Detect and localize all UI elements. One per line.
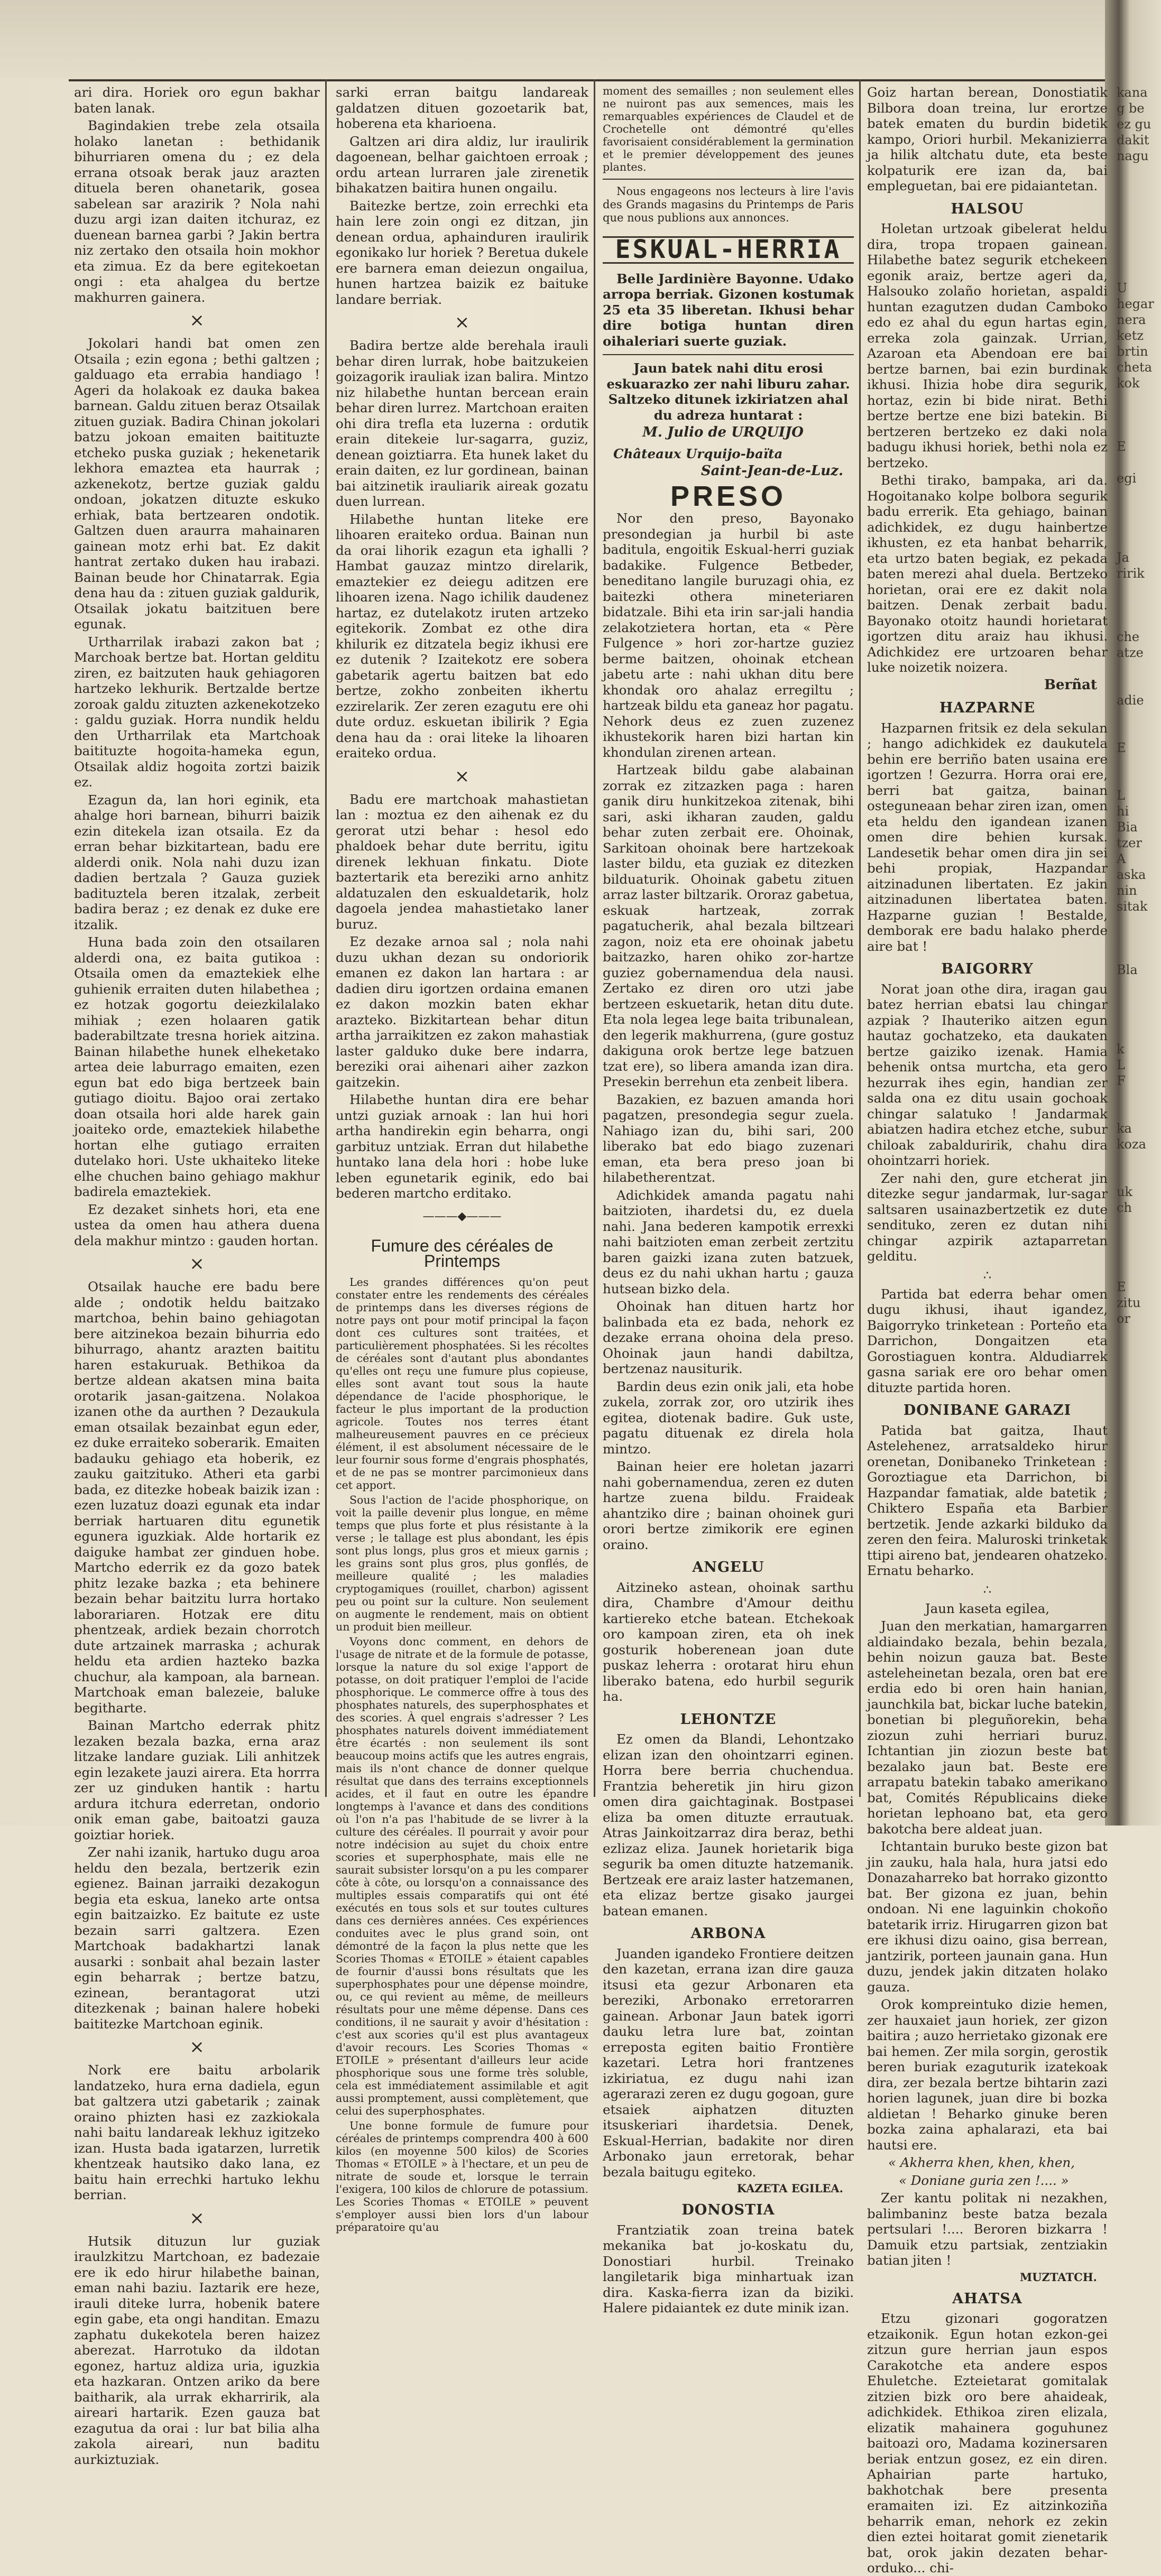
cross-separator-icon: × bbox=[454, 312, 470, 333]
urquijo-chateau: Châteaux Urquijo-baïta bbox=[613, 446, 783, 461]
column-1 bbox=[74, 85, 320, 2467]
cross-separator-icon: × bbox=[189, 2207, 205, 2229]
col1-paragraph: Huna bada zoin den otsailaren alderdi ona, ez baita gutikoa : Otsaila omen da emaztekiek elhe guhienik erraiten duten hilabethea ; ez hotzak gogortu deiezkilalako mihiak ; ezen holaaren gatik baderabiltzate tresna horiek aitzina. Bainan hilabethe hunek elheketako artea deie laburrago emaiten, ezen egun bat edo biga bertzeek bain gutiago dioitu. Bajoo orai zertako doan otsaila hori alde harek gain joaiteko orde, emaztekiek hilabethe hortan elhe gutiago erraiten dutelako hori. Uste ukhaiteko liteke elhe chuchen baino gehiago makhur badirela emaztekiek. bbox=[74, 934, 320, 1199]
col1-paragraph: Jokolari handi bat omen zen Otsaila ; ezin egona ; bethi galtzen ; galduago eta errabia handiago ! Ageri da holakoak ez dauka bakea barnean. Galdu zituen beraz Otsailak zituen guziak. Badira Chinan jokolari batzu jokoan emaiten baitituzte etcheko puska guziak ; hekenetarik lekhora emaztea eta haurrak ; azkenekotz, bertze guziak galdu ondoan, jokatzen dituzte eskuko erhiak, bata bertzearen ondotik. Galtzen duen araurra mahainaren gainean motz erhi bat. Ez dakit hantrat zertako duken hau irabazi. Bainan beude hor Chinatarrak. Egia dena hau da : zituen guziak galdurik, Otsailak jokatu baitzituen bere egunak. bbox=[74, 336, 320, 632]
preso-paragraph: Adichkidek amanda pagatu nahi baitzioten, ihardetsi du, ez duela nahi. Jana bederen kampotik errexki nahi baitzioten eman zerbeit zertzitu baren gaizki izana zuten batzuek, deus ez du nahi ukhan hartu ; gauza hutsean bizko dela. bbox=[603, 1187, 854, 1296]
col1-paragraph: Otsailak hauche ere badu bere alde ; ondotik heldu baitzako martchoa, behin baino gehiagotan bere aitzinekoa bezain bihurria edo bihurrago, ahantz arazten baititu haren estakuruak. Bethikoa da bertze aldean akatsen mina baita orotarik jasan-gaitzena. Nolakoa izanen othe da aurthen ? Dezaukula eman otsailak bezainbat egun eder, ez duke erraiteko soberarik. Emaiten badauku gehiago eta hoberik, ez zauku gaitzituko. Atheri eta garbi bada, ez ditezke hobeak baizik izan : ezen luzatuz doazi egunak eta indar berriak hartuaren ditu egunetik egunera iguzkiak. Alde hortarik ez daiguke hambat zer ginduen hobe. Martcho ederrik ez da gozo batek phitz lezake bazka ; eta behinere bezain behar baitzitu lurra hortako laborariaren. Hotzak ere ditu phentzeak, ardiek bezain chorrotch dute artzainek marraska ; achurak heldu eta ardien hazteko bazka chuchur, ala kampoan, ala barnean. Martchoak eman balezeie, baluke begitharte. bbox=[74, 1279, 320, 1716]
col2-paragraph: Baitezke bertze, zoin errechki eta hain lere zoin ongi ez ditzan, jin denean ordua, aphainduren iraulirik egonikako lur horiek ? Beretua dukele ere barnera eman deiezun ongailua, hunen hartzea baizik ez baituke landare berriak. bbox=[336, 198, 588, 307]
col1-paragraph: Hutsik dituzun lur guziak iraulzkitzu Martchoan, ez badezaie ere ik edo hirur hilabethe bainan, eman nahi baziu. Iaztarik ere heze, irauli diteke lurra, hobenik batere egin gabe, eta ongi handitan. Emazu zaphatu dukekotela beren haizez aberezat. Harrotuko da ildotan egonez, hartuz aldiza uria, iguzkia eta hazkaran. Ontzen ariko da bere baitharik, ala urrak ekharririk, ala aireari hartarik. Ezen gauza bat ezagutua da orai : lur bat bilia alha zakola aireari, nun baditu aurkiztuziak. bbox=[74, 2233, 320, 2467]
urquijo-town: Saint-Jean-de-Luz. bbox=[701, 463, 843, 479]
col1-paragraph: ari dira. Horiek oro egun bakhar baten lanak. bbox=[74, 85, 320, 116]
fumure-paragraph: Une bonne formule de fumure pour céréales de printemps comprendra 400 à 600 kilos (en moyenne 500 kilos) de Scories Thomas « ETOILE » à l'hectare, et un peu de nitrate de soude et, lorsque le terrain l'exigera, 100 kilos de chlorure de potassium. Les Scories Thomas « ETOILE » peuvent s'employer aussi bien lors d'un labour préparatoire qu'au bbox=[336, 2119, 588, 2234]
adjacent-page-fragment: kana g be ez gu dakit nagu U hegar nera ketz brtin cheta kok E egi Ja ririk che atze adie E L hi Bia tzer A aska nin sitak Bla k L F ka koza uk ch E zitu or bbox=[1117, 85, 1154, 1326]
col1-paragraph: Bagindakien trebe zela otsaila holako lanetan : bethidanik bihurriaren omena du ; ez dela errana otsoak berak jauz arazten dituela beren ohanetarik, gosea sabelean sar arazirik ? Nola nahi duzu argi izan daiten itchuraz, ez duenean barnea garbi ? Jakin bertra niz zertako den otsaila hoin mokhor eta zimua. Ez da bere egitekoetan ongi : eta ahalgea du bertze makhurren gainera. bbox=[74, 118, 320, 305]
letter-salutation: Jaun kaseta egilea, bbox=[925, 1600, 1050, 1616]
col2-paragraph: Hilabethe huntan liteke ere lihoaren eraiteko ordua. Bainan nun da orai lihorik ezagun eta ighalli ? Hambat gauzaz mintzo direlarik, emaztekier ez deiegu aditzen ere lihoaren izena. Nago ichilik daudenez hartaz, ez dutelakotz iruten artzeko egitekorik. Zombat ez othe dira khilurik ez ditzatela begiz ikhusi ere ez dutenik ? Izaitekotz ere sobera gabetarik agertu baitzen bat edo bertze, zokho zonbeiten ikhertu ezzirelarik. Zer zeren ezagutu ere ohi dute orduz. eskuetan ibilirik ? Egia dena hau da : orai liteke la lihoaren eraiteko ordua. bbox=[336, 511, 588, 761]
urquijo-name: M. Julio de URQUIJO bbox=[642, 424, 804, 440]
letter-paragraph: Orok kompreintuko dizie hemen, zer hauxaiet jaun horiek, zer gizon baitira ; auzo herrietako gizonak ere bai hemen. Zer mila sorgin, gerostik beren buriak ezaguturik izatekoak dira, zer bezala bertze bihtarin zazi horien lagunek, juan dire bi bozka aldietan ! Beharko ginuke beren bozka zaina aphalarazi, eta bai hautsi ere. bbox=[867, 1997, 1108, 2153]
hazparne-heading: HAZPARNE bbox=[939, 700, 1036, 716]
cross-separator-icon: × bbox=[189, 1253, 205, 1274]
col2-paragraph: Badu ere martchoak mahastietan lan : moztua ez den aihenak ez du gerorat utzi behar : hesol edo phaldoek behar dute berritu, igitu direnek lekhuan finkatu. Diote baztertarik eta bereziki arno anhitz aldatuzalen den eskualdetarik, holz dagoela jendea mahastietako laner buruz. bbox=[336, 791, 588, 932]
col2-paragraph: sarki erran baitgu landareak galdatzen dituen gozoetarik bat, hoberena eta kharioena. bbox=[336, 85, 588, 131]
article-title: Fumure des céréales de Printemps bbox=[371, 1236, 554, 1271]
ahatsa-paragraph: Etzu gizonari gogoratzen etzaikonik. Egun hotan ezkon-gei zitzun gure herrian jaun espos Carakotche eta andere espos Ehuletche. Ezteietarat gomitalak zitzien bizk oro bere ahaideak, adichkidek. Ethikoa ziren elizala, elizatik mahainera goguhunez baitoazi oro, Madama kozinersaren beriak entzun gosez, ez ein diren. Aphairian parte hartuko, bakhotchak bere presenta eramaiten izi. Ez aitzinkoziña beharrik eman, nehork ez zekin dien eztei hoitarat gomit zienetarik bat, orok jakin dezaten behar-orduko... chi- bbox=[867, 2311, 1108, 2575]
printemps-notice: Nous engageons nos lecteurs à lire l'avis des Grands magasins du Printemps de Paris que nous publions aux annonces. bbox=[603, 185, 854, 224]
col2-paragraph: Hilabethe huntan dira ere behar untzi guziak arnoak : lan hui hori artha handirekin egin beharra, ongi garbituz untziak. Erran dut hilabethe huntako lana dela hori : hobe luke leben egunetarik eginik, edo bai bederen martcho erditako. bbox=[336, 1092, 588, 1201]
urquijo-ad: Jaun batek nahi ditu erosi eskuarazko zer nahi liburu zahar. Saltzeko ditunek izkiriatzen ahal du adreza huntarat : bbox=[606, 360, 850, 423]
top-rule bbox=[69, 79, 1105, 81]
col2-paragraph: Galtzen ari dira aldiz, lur iraulirik dagoenean, belhar gaichtoen erroak ; ordu artean lurraren jale zirenetik bihakatzen baitira hunen ongailu. bbox=[336, 133, 588, 196]
donostia-paragraph: Frantziatik zoan treina batek mekanika bat jo-koskatu du, Donostiari hurbil. Treinako langiletarik biga minhartuak izan dira. Kaska-fierra izan da biziki. Halere pidaiantek ez dute minik izan. bbox=[603, 2222, 854, 2315]
cross-separator-icon: × bbox=[454, 765, 470, 787]
arbona-paragraph: Juanden igandeko Frontiere deitzen den kazetan, errana izan dire gauza itsusi eta gezur Arbonaren eta bereziki, Arbonako erretorarren gainean. Arbonar Jaun batek igorri dauku letra lure bat, zointan erreposta egiten baitio Frontière kazetari. Letra hori frantzenes izkiriatua, ez dugu nahi izan agerarazi zeren ez dugu gogoan, gure etsaiek aiphatzen dituzten itsuskeriari ihardetsia. Denek, Eskual-Herrian, badakite nor diren Arbonako jaun erretorak, behar bezala baitugu egiteko. bbox=[603, 1945, 854, 2180]
angelu-paragraph: Aitzineko astean, ohoinak sarthu dira, Chambre d'Amour deithu kartiereko etche batean. Etchekoak oro kampoan ziren, eta oh inek gosturik hoberenean joan dute puskaz leherra : orotarat hiru ehun liberako batena, edo hurbil segurik ha. bbox=[603, 1579, 854, 1704]
baigorry-paragraph: Norat joan othe dira, iragan gau batez herrian ebatsi lau chingar azpiak ? Ihauteriko aitzen egun hautaz gochatzeko, eta daukaten bertze gaiziko izenak. Hamia behenik ontsa murtcha, eta gero hezurrak ihes egin, handian zer salda ona ez ditu usain gochoak chingar salatuko ! Jandarmak abiatzen hadira etchez etche, subur chiloak zabalduririk, chahu dira ohointzarri horiek. bbox=[867, 981, 1108, 1168]
lehontze-heading: LEHONTZE bbox=[680, 1711, 777, 1728]
fumure-paragraph: Voyons donc comment, en dehors de l'usage de nitrate et de la formule de potasse, lorsque la nature du sol exige l'apport de potasse, on doit pratiquer l'emploi de l'acide phosphorique. Le commerce offre à tous des phosphates naturels, des superphosphates et des scories. À quel engrais s'adresser ? Les phosphates naturels doivent immédiatement être écartés : non seulement ils sont beaucoup moins actifs que les autres engrais, mais ils n'ont chance de donner quelque résultat que dans des terrains exceptionnels acides, et il faut en outre les épandre longtemps à l'avance et dans des conditions où l'on n'a pas l'habitude de se livrer à la culture des céréales. Il pourrait y avoir pour notre indécision au sujet du choix entre scories et superphosphate, mais elle ne saurait subsister lorsqu'on a pu les comparer côte à côte, ou lorsqu'on a connaissance des multiples essais comparatifs qui ont été exécutés en tous sols et sur toutes cultures dans ces dernières années. Ces expériences conduites avec le plus grand soin, ont démontré de la façon la plus nette que les Scories Thomas « ETOILE » étaient capables de fournir d'aussi bons résultats que les superphosphates pour une dépense moindre, ou, ce qui revient au même, de meilleurs résultats pour une même dépense. Dans ces conditions, il ne saurait y avoir d'hésitation : c'est aux scories qu'il est plus avantageux d'avoir recours. Les Scories Thomas « ETOILE » présentant d'ailleurs leur acide phosphorique sous une forme très soluble, cela est immédiatement assimilable et agit aussi promptement, aussi complètement, que celui des superphosphates. bbox=[336, 1635, 588, 2117]
arbona-heading: ARBONA bbox=[690, 1925, 766, 1942]
col1-paragraph: Zer nahi izanik, hartuko dugu aroa heldu den bezala, bertzerik ezin egienez. Bainan jarraiki dezakogun begia eta eskua, laneko arte ontsa egin baitzaizko. Ez baitute ez uste bezain sarri galtzera. Ezen Martchoak badakhartzi lanak ausarki : sonbait ahal bezain laster egin beharrak ; bertze batzu, ezinean, berantagorat utzi ditezkenak ; bainan halere hobeki baititezke Martchoan eginik. bbox=[74, 1845, 320, 2032]
letter-song-line: « Akherra khen, khen, khen, bbox=[888, 2155, 1075, 2170]
hazparne-paragraph: Hazparnen fritsik ez dela sekulan ; hango adichkidek ez daukutela behin ere berriño baten usaina ere igortzen ! Gezurra. Horra orai ere, berri bat gaitza, bainan osteguneaan behar ziren izan, omen eta heldu den igandean izanen omen dire behien kursak. Landesetik behar omen dira jin sei behi propiak, Hazpandar aitzinadunen libertaten. Ez jakin aitzinadunen libertatea baten. Hazparne guzian ! Bestalde, demborak ere badu halako pherde aire bat ! bbox=[867, 720, 1108, 954]
ornament-separator-icon: ———◆——— bbox=[422, 1209, 502, 1223]
column-rule-3 bbox=[859, 79, 861, 1797]
eskual-herria-banner: ESKUAL-HERRIA bbox=[603, 236, 854, 264]
col1-paragraph: Urtharrilak irabazi zakon bat ; Marchoak bertze bat. Hortan gelditu ziren, ez baitzuten hauk gehiagoren hartzeko lekhurik. Bertzalde bertze zoroak galdu zituzten azkenekotzeko : galdu guziak. Horra nundik heldu den Urtharrilak eta Martchoak baitituzte hogoita-hameka egun, Otsailak aldiz hogoita zortzi baizik ez. bbox=[74, 634, 320, 790]
col1-paragraph: Nork ere baitu arbolarik landatzeko, hura erna dadiela, egun bat galtzera utzi gabetarik ; zainak oraino phizten hasi ez zazkiokala nahi baitu landareak lekhuz igitzeko izan. Husta bada igatarzen, lurretik khentzeak hautsiko dako lana, ez baitu hain errechki hartuko lekhu berrian. bbox=[74, 2062, 320, 2202]
column-4 bbox=[867, 85, 1108, 2575]
letter-song-line: « Doniane guria zen !.... » bbox=[899, 2172, 1069, 2188]
col1-paragraph: Bainan Martcho ederrak phitz lezaken bezala bazka, erna araz litzake landare guziak. Lili anhitzek egin lezakete jauzi airera. Eta horrra zer uz ginduken hantik : hartu ardura itchura ederretan, ondorio onik eman gabe, baitoatzi gauza goiztiar horiek. bbox=[74, 1718, 320, 1842]
halsou-heading: HALSOU bbox=[951, 200, 1024, 217]
preso-paragraph: Bazakien, ez bazuen amanda hori pagatzen, presondegia segur zuela. Nahiago izan du, bihi sari, 200 liberako bat edo biago zuzenari eman, eta bera preso joan bi hilabetherentzat. bbox=[603, 1091, 854, 1185]
lehontze-paragraph: Ez omen da Blandi, Lehontzako elizan izan den ohointzarri eginen. Horra bere berria chuchendua. Frantzia beheretik jin hiru gizon omen dira gaichtaginak. Bostpasei eliza ba omen dituzte errautuak. Atras Jainkoitzarraz dira beraz, bethi ezlizaz eliza. Jaunek horietarik biga segurik ba omen dituzte hatzemanik. Bertzeak ere araiz laster hatzemanen, eta elizaz bertze gisako jaurgei batean emanen. bbox=[603, 1731, 854, 1919]
baigorry-heading: BAIGORRY bbox=[941, 961, 1034, 977]
fumure-continuation: moment des semailles ; non seulement elles ne nuiront pas aux semences, mais les remarquables expériences de Claudel et de Crochetelle ont démontré qu'elles favorisaient considérablement la germination et le premier développement des jeunes plantes. bbox=[603, 85, 854, 173]
jardiniere-ad: Belle Jardinière Bayonne. Udako arropa berriak. Gizonen kostumak 25 eta 35 liberetan. Ikhusi behar dire botiga huntan diren oihaleriari suerte guziak. bbox=[603, 271, 854, 349]
preso-paragraph: Bardin deus ezin onik jali, eta hobe zukela, zorrak zor, oro utzirik ihes egitea, diotenak badire. Guk uste, pagatu dituenak ez direla hola mintzo. bbox=[603, 1378, 854, 1457]
letter-paragraph: Ichtantain buruko beste gizon bat jin zauku, hala hala, hura jatsi edo Donazaharreko bat horrako gizontto bat. Ber gizona ez juan, behin ondoan. Ni ene laguinkin chokoño batetarik irriz. Hirugarren gizon bat ere ikhusi dizu oaino, gisa berrean, jantzirik, porteen jaunain gana. Hun duzu, jendek jakin ditzaten holako gauza. bbox=[867, 1839, 1108, 1995]
preso-paragraph: Bainan heier ere holetan jazarri nahi gobernamendua, zeren ez duten hartze zuena bildu. Fraideak ahantziko dire ; bainan ohoinek guri orori bertze zimikorik ere eginen oraino. bbox=[603, 1459, 854, 1552]
fumure-paragraph: Sous l'action de l'acide phosphorique, on voit la paille devenir plus longue, en même temps que plus forte et plus résistante à la verse ; le tallage est plus abondant, les épis sont plus longs, plus gros et mieux garnis ; les grains sont plus gros, plus gonflés, de meilleure qualité ; les maladies cryptogamiques (rouillet, charbon) agissent peu ou point sur la culture. Non seulement on augmente le rendement, mais on obtient un produit bien meilleur. bbox=[336, 1493, 588, 1633]
baigorry-paragraph: Zer nahi den, gure etcherat jin ditezke segur jandarmak, lur-sagar saltsaren usainazbertzetik ez dute sendituko, zeren ez dutan nihi chingar azpirik aztaparretan gelditu. bbox=[867, 1170, 1108, 1264]
donibane-paragraph: Patida bat gaitza, Ihaut Astelehenez, arratsaldeko hirur orenetan, Donibaneko Trinketean : Goroztiague eta Darrichon, bi Hazpandar famatiak, alde batetik ; Chiktero España eta Barbier bertzetik. Jende azkarki bilduko da zeren den feira. Maluroski trinketak ttipi aireno bat, jendearen ohatzeko. Ernatu beharko. bbox=[867, 1422, 1108, 1578]
halsou-signature: Berñat bbox=[1044, 677, 1097, 693]
halsou-paragraph: Holetan urtzoak gibelerat heldu dira, tropa tropaen gainean. Hilabethe batez segurik etchekeen egonik araiz, bertze ageri da, Halsouko zolaño horietan, aspaldi huntan ezagutzen dudan Camboko edo ez ahal du egun hartas egin, erreka zola gainzak. Urrian, Azaroan eta Abendoan ere bai bertze barnen, bai ezin burdinak ikhusi. Ihizia hobe dira segurik, hortaz, ezin bi bide nirat. Bethi bertze bertze ene bizi batekin. Bi bertzeren bertzeko ez daki nola badugu ikhusi horiek, bethi nola ez bertzeko. bbox=[867, 221, 1108, 470]
cross-separator-icon: × bbox=[189, 310, 205, 331]
cross-separator-icon: × bbox=[189, 2036, 205, 2058]
col2-paragraph: Ez dezake arnoa sal ; nola nahi duzu ukhan dezan su ondoriorik emanen ez dakon lan hartara : ar dadien diru igortzen ordaina emanen ez dakon mozkin baten ekhar arazteko. Bizkitartean behar ditun artha jarraikitzen ez zakon mahastiak laster galduko duke bere indarra, bereziki orai aihenari aiher zazkon gaitzekin. bbox=[336, 934, 588, 1090]
dots-separator-icon: ∴ bbox=[983, 1267, 992, 1283]
preso-headline: PRESO bbox=[670, 480, 787, 512]
donibane-heading: DONIBANE GARAZI bbox=[903, 1402, 1072, 1419]
letter-paragraph: Zer kantu politak ni nezakhen, balimbaninz beste batza bezala pertsulari !.... Beroren bizkarra ! Damuik etzu partsiak, zentziakin batian jiten ! bbox=[867, 2190, 1108, 2268]
col1-paragraph: Ezagun da, lan hori eginik, eta ahalge hori barnean, bihurri baizik ezin ditekela izan otsaila. Ez da erran behar bizkitartean, badu ere alderdi onik. Nola nahi duzu izan dadien bertzala ? Gauza guziek badituztela beren itzalak, zerbeit badira beraz ; ez denak ez duke ere itzalik. bbox=[74, 792, 320, 932]
fumure-paragraph: Les grandes différences qu'on peut constater entre les rendements des céréales de printemps dans les diverses régions de notre pays ont pour motif principal la façon dont ces cultures sont traitées, et particulièrement phosphatées. Si les récoltes de céréales sont d'autant plus abondantes qu'elles ont reçu une fumure plus copieuse, elles sont avant tout sous la haute dépendance de l'acide phosphorique, le facteur le plus important de la production agricole. Toutes nos terres étant malheureusement pauvres en ce précieux élément, il est absolument nécessaire de le leur fournir sous forme d'engrais phosphatés, et de ne pas se montrer parcimonieux dans cet apport. bbox=[336, 1275, 588, 1491]
preso-paragraph: Ohoinak han dituen hartz hor balinbada eta ez bada, nehork ez dezake errana ohoina dela preso. Ohoinak jaun handi dabiltza, bertzenaz nausiturik. bbox=[603, 1299, 854, 1376]
arbona-signature: KAZETA EGILEA. bbox=[736, 2182, 843, 2195]
preso-paragraph: Hartzeak bildu gabe alabainan zorrak ez zitzazken paga : haren ganik diru hunkitzekoa zitenak, bihi sari, aski ikharan zauden, galdu behar zuten zerbait ere. Ohoinak, Sarkitoan ohoinak bere hartzekoak laster bildu, eta guziak ez ditezken bilduaturik. Ohoinak gabetu zituen arraz laster biltzarik. Ororaz gabetua, eskuak hartzeak, zorrak pagatucherik, ahal bezala biltzeari zagon, noiz eta ere ohoinak jabetu baitzazko, haren ohiko zor-hartze guziez gobernamendua dela nausi. Zertako ez diren oro utzi jabe bertzeen eskuetarik, hetan ditu dute. Eta nola legea lege baita tribunalean, den legerik makhurrena, (gure gostuz dakiguna orok bertze lege batzuen tzat ere), so libera amanda izan dira. Presekin berrehun eta zenbeit libera. bbox=[603, 762, 854, 1089]
dots-separator-icon: ∴ bbox=[983, 1582, 992, 1597]
column-rule-2 bbox=[594, 79, 595, 1797]
pelota-paragraph: Partida bat ederra behar omen dugu ikhusi, ihaut igandez, Baigorryko trinketean : Porteño eta Darrichon, Dongaitzen eta Gorostiaguen kontra. Aldudiarrek gasna sariak ere oro behar omen dituzte partida horen. bbox=[867, 1286, 1108, 1395]
preso-paragraph: Nor den preso, Bayonako presondegian ja hurbil bi aste baditula, engoitik Eskual-herri guziak badakike. Fulgence Betbeder, beneditano langile buruzagi ohia, ez baitezki othera mineteriaren bidatzale. Bihi eta irin sar-jali handia zelakotzietera hortan, eta « Père Fulgence » hori zor-hartze guziez berme baitzen, ohoinak etchean jabetu arte : nahi ukhan ditu bere khondak oro ahalaz erregiltu ; hartzeak bildu eta ganeaz hor pagatu. Nehork deus ez zuen zuzenez ikhustekorik haren bizi hartan kin khondulan zirenen artean. bbox=[603, 511, 854, 760]
top-margin bbox=[0, 0, 1161, 79]
column-2 bbox=[336, 85, 588, 2234]
donostia-heading: DONOSTIA bbox=[681, 2202, 775, 2218]
col4-paragraph: Goiz hartan berean, Donostiatik Bilbora doan treina, lur erortze batek ematen du burdin bidetik kampo, Oriori hurbil. Mekanizierra ja hilik altchatu dute, eta beste kolpaturik ere izan da, bai empleguetan, bai ere pidaiantetan. bbox=[867, 85, 1108, 193]
ahatsa-heading: AHATSA bbox=[952, 2290, 1022, 2307]
angelu-heading: ANGELU bbox=[692, 1559, 764, 1576]
column-rule-1 bbox=[325, 79, 327, 1797]
letter-paragraph: Juan den merkatian, hamargarren aldiaindako bezala, behin bezala, behin noizun gauza bat. Beste asteleheinetan bezala, oren bat ere erdia edo bi oren hain hanian, jaunchkila bat, bickar luche batekin, bonetian bi pleguñorekin, beha ziozun zuhi herriari buruz. Ichtantian jin ziozun beste bat bezalako jaun bat. Beste ere arrapatu batekin tabako amerikano bat, Comités Républicains dieke horietan lephoano bat, eta gero bakotcha bere aldeat juan. bbox=[867, 1618, 1108, 1837]
col1-paragraph: Ez dezaket sinhets hori, eta ene ustea da omen hau athera duena dela makhur mintzo : gauden hortan. bbox=[74, 1201, 320, 1248]
letter-signature: MUZTATCH. bbox=[1019, 2270, 1097, 2284]
column-3 bbox=[603, 85, 854, 2315]
col2-paragraph: Badira bertze alde berehala irauli behar diren lurrak, hobe baitzukeien goizagorik irauliak izan balira. Mintzo niz hilabethe huntan bercean erain behar diren lurrez. Martchoan eraiten ohi dira trefla eta luzerna : ordutik erain ditekeie lur-sagarra, guziz, denean goiztiarra. Eta hunek laket du erain daiten, ez lur gordinean, bainan bai aitzinetik irauliarik aireak gozatu duen lurrean. bbox=[336, 338, 588, 509]
halsou-paragraph: Bethi tirako, bampaka, ari da. Hogoitanako kolpe bolbora segurik badu errerik. Eta gehiago, bainan adichkidek, ez dugu hainbertze ikhusten, ez eta hanbat beharrik, eta urtzo baten begiak, ez pekada baten merezi ahal duela. Bertzeko horietan, orai ere ez dakit nola baitzen. Denak zerbait badu. Bayonako otoitz haundi horietarat igortzen ditu araiz hau ikhusi. Adichkidez ere urtzoaren behar luke noizetik noizera. bbox=[867, 472, 1108, 675]
